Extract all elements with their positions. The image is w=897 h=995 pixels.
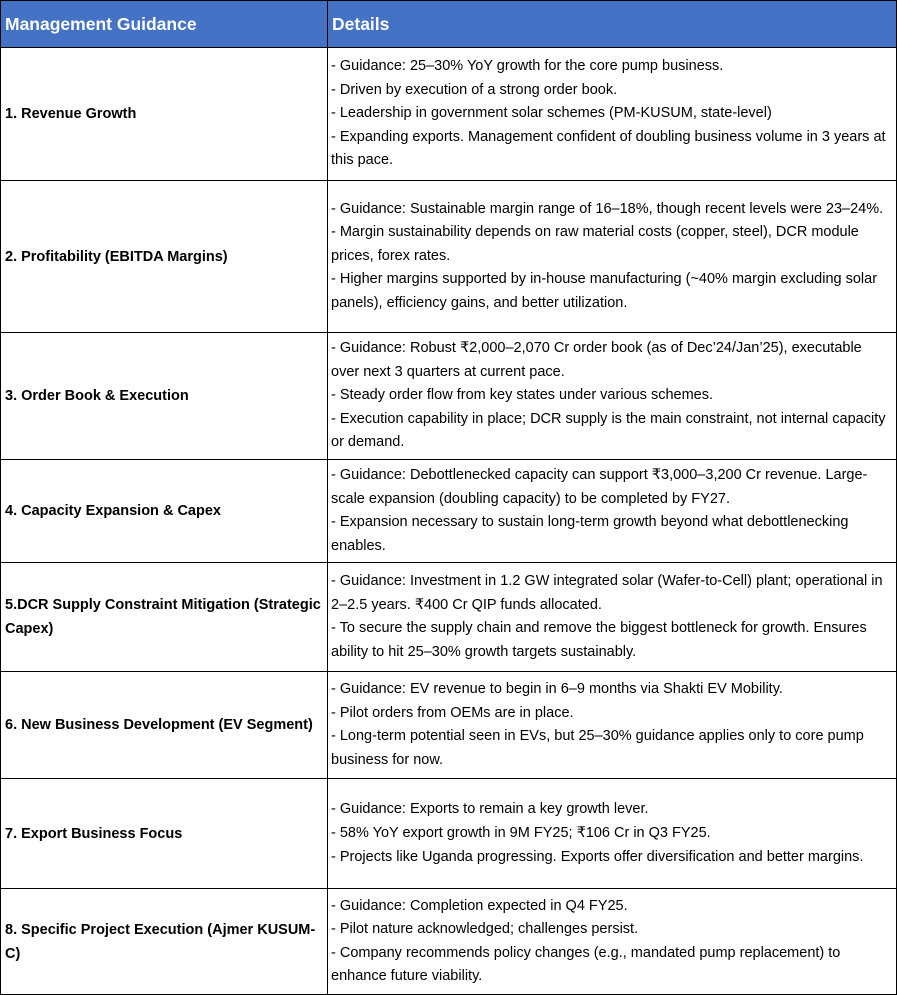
detail-line: - Guidance: Exports to remain a key growth lever. [331, 801, 649, 818]
detail-line: - Guidance: 25–30% YoY growth for the core pump business. [331, 58, 724, 75]
row-details [328, 672, 897, 779]
detail-line: - Expansion necessary to sustain long-term growth beyond what debottlenecking enables. [331, 514, 849, 554]
row-label: 4. Capacity Expansion & Capex [1, 459, 328, 562]
row-details [328, 333, 897, 460]
header-row [1, 1, 897, 48]
detail-line: - To secure the supply chain and remove the biggest bottleneck for growth. Ensures ability to hit 25–30% growth targets sustainably. [331, 620, 867, 660]
row-details [328, 459, 897, 562]
detail-line: - Company recommends policy changes (e.g., mandated pump replacement) to enhance future viability. [331, 944, 841, 985]
row-label: 6. New Business Development (EV Segment) [1, 672, 328, 779]
detail-line: - Guidance: EV revenue to begin in 6–9 months via Shakti EV Mobility. [331, 681, 783, 698]
detail-line: - Guidance: Robust ₹2,000–2,070 Cr order book (as of Dec’24/Jan’25), executable over next 3 quarters at current pace. [331, 340, 862, 380]
table-body [1, 48, 897, 995]
detail-line: - Leadership in government solar schemes (PM-KUSUM, state-level) [331, 105, 772, 122]
row-label: 8. Specific Project Execution (Ajmer KUSUM-C) [1, 889, 328, 995]
detail-line: - Pilot nature acknowledged; challenges persist. [331, 921, 639, 938]
detail-line: - Projects like Uganda progressing. Exports offer diversification and better margins. [331, 848, 864, 865]
row-details [328, 563, 897, 672]
detail-line: - Expanding exports. Management confident of doubling business volume in 3 years at this pace. [331, 128, 886, 169]
detail-line: - Driven by execution of a strong order book. [331, 81, 618, 98]
row-label: 2. Profitability (EBITDA Margins) [1, 181, 328, 333]
row-label: 1. Revenue Growth [1, 48, 328, 181]
header-details: Details [328, 1, 897, 48]
table-row [1, 779, 897, 889]
detail-line: - Guidance: Investment in 1.2 GW integrated solar (Wafer-to-Cell) plant; operational in 2–2.5 years. ₹400 Cr QIP funds allocated. [331, 573, 883, 613]
detail-line: - Margin sustainability depends on raw material costs (copper, steel), DCR module prices, forex rates. [331, 224, 859, 264]
row-details [328, 181, 897, 333]
detail-line: - Long-term potential seen in EVs, but 25–30% guidance applies only to core pump business for now. [331, 728, 864, 768]
detail-line: - Pilot orders from OEMs are in place. [331, 704, 574, 721]
detail-line: - Guidance: Sustainable margin range of 16–18%, though recent levels were 23–24%. [331, 200, 884, 217]
row-details [328, 779, 897, 889]
table-row [1, 563, 897, 672]
table-row [1, 459, 897, 562]
table-row [1, 48, 897, 181]
row-label: 3. Order Book & Execution [1, 333, 328, 460]
table-row [1, 333, 897, 460]
table-row [1, 889, 897, 995]
table-row [1, 672, 897, 779]
detail-line: - Steady order flow from key states under various schemes. [331, 387, 713, 404]
row-label: 5.DCR Supply Constraint Mitigation (Strategic Capex) [1, 563, 328, 672]
detail-line: - Guidance: Debottlenecked capacity can support ₹3,000–3,200 Cr revenue. Large-scale expansion (doubling capacity) to be completed by FY27. [331, 466, 868, 507]
row-details [328, 48, 897, 181]
header-management-guidance: Management Guidance [1, 1, 328, 48]
row-label: 7. Export Business Focus [1, 779, 328, 889]
detail-line: - Execution capability in place; DCR supply is the main constraint, not internal capacity or demand. [331, 410, 886, 451]
table-row [1, 181, 897, 333]
detail-line: - 58% YoY export growth in 9M FY25; ₹106 Cr in Q3 FY25. [331, 825, 711, 842]
table-header [1, 1, 897, 48]
detail-line: - Higher margins supported by in-house manufacturing (~40% margin excluding solar panels), efficiency gains, and better utilization. [331, 271, 878, 311]
detail-line: - Guidance: Completion expected in Q4 FY25. [331, 897, 628, 914]
row-details [328, 889, 897, 995]
